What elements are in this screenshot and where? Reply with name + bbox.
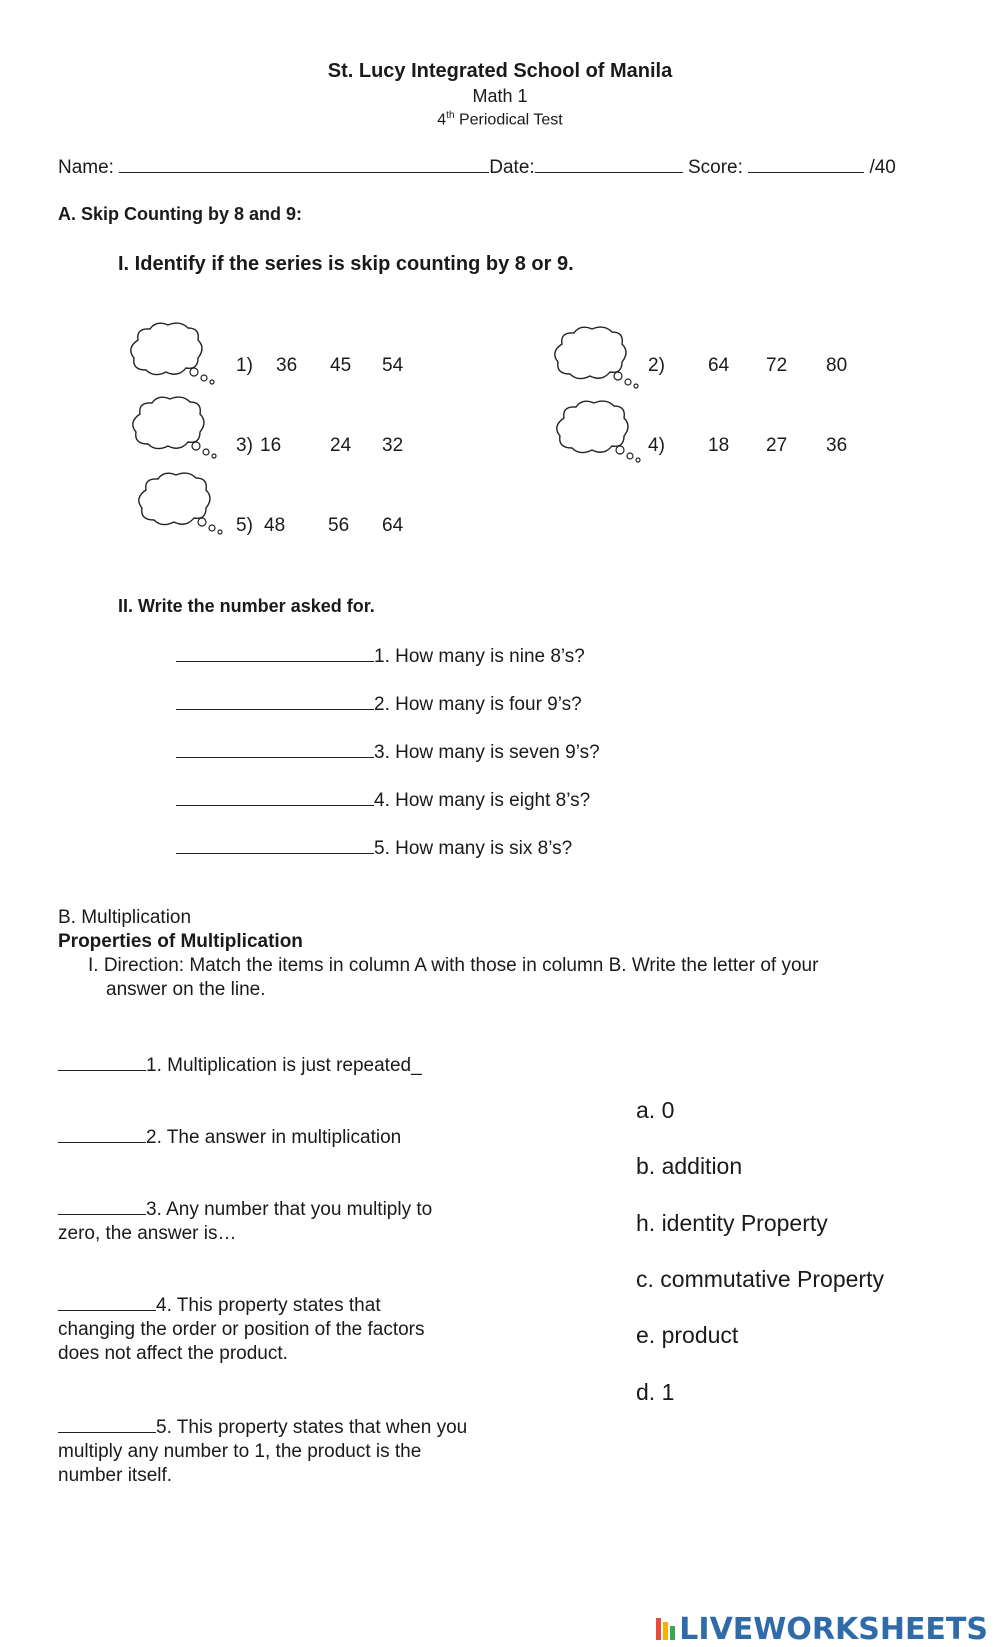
direction-line-2: answer on the line. (106, 979, 266, 1000)
section-b-subtitle: Properties of Multiplication (58, 931, 303, 952)
series-5-label: 5) (236, 515, 253, 536)
series-4-value: 18 (708, 435, 730, 456)
choice-item: d. 1 (636, 1379, 675, 1405)
match-item-text: 3. Any number that you multiply to zero, the answer is… (58, 1199, 433, 1244)
series-4-value: 27 (766, 435, 788, 456)
series-1-value: 36 (276, 355, 298, 376)
question-row (176, 643, 585, 668)
answer-blank[interactable] (176, 691, 374, 710)
answer-blank[interactable] (176, 835, 374, 854)
test-suffix: th (446, 110, 455, 121)
answer-bubble-1[interactable] (126, 320, 222, 388)
series-3-value: 16 (260, 435, 282, 456)
date-label: Date: (489, 157, 535, 178)
question-text: 4. How many is eight 8’s? (374, 790, 591, 811)
match-item-text: 4. This property states that changing the order or position of the factors does not affect the product. (58, 1295, 425, 1364)
test-title (0, 110, 1000, 129)
answer-blank[interactable] (176, 643, 374, 662)
series-4-value: 36 (826, 435, 848, 456)
name-field[interactable] (119, 154, 489, 173)
series-2-value: 72 (766, 355, 788, 376)
question-text: 2. How many is four 9’s? (374, 694, 582, 715)
name-label: Name: (58, 157, 114, 178)
match-item-text: 5. This property states that when you multiply any number to 1, the product is the number itself. (58, 1417, 468, 1486)
question-text: 1. How many is nine 8’s? (374, 646, 585, 667)
answer-bubble-4[interactable] (552, 398, 648, 466)
match-item-text: 1. Multiplication is just repeated_ (146, 1055, 422, 1076)
choice-item: h. identity Property (636, 1210, 828, 1236)
series-3-value: 24 (330, 435, 352, 456)
series-1-label: 1) (236, 355, 253, 376)
series-3-label: 3) (236, 435, 253, 456)
direction-line-1: I. Direction: Match the items in column A with those in column B. Write the letter of your (88, 955, 819, 976)
section-a-title: A. Skip Counting by 8 and 9: (58, 204, 303, 224)
series-2-value: 80 (826, 355, 848, 376)
series-1-value: 45 (330, 355, 352, 376)
match-answer-blank[interactable] (58, 1052, 146, 1071)
date-field[interactable] (535, 154, 683, 173)
series-2-label: 2) (648, 355, 665, 376)
school-name: St. Lucy Integrated School of Manila (327, 60, 673, 82)
series-5-value: 64 (382, 515, 404, 536)
logo-text: LIVEWORKSHEETS (679, 1612, 988, 1647)
liveworksheets-icon (655, 1615, 677, 1641)
question-text: 5. How many is six 8’s? (374, 838, 573, 859)
question-row (176, 835, 572, 860)
match-answer-blank[interactable] (58, 1292, 156, 1311)
question-row (176, 739, 600, 764)
match-item-text: 2. The answer in multiplication (146, 1127, 402, 1148)
match-item (58, 1124, 478, 1150)
answer-blank[interactable] (176, 787, 374, 806)
match-item (58, 1052, 478, 1078)
match-item (58, 1196, 478, 1246)
choice-item: e. product (636, 1322, 739, 1348)
section-b-title: B. Multiplication (58, 907, 192, 928)
score-total: /40 (869, 157, 896, 178)
subject-title: Math 1 (472, 86, 528, 106)
match-item (58, 1414, 478, 1488)
match-item (58, 1292, 428, 1366)
score-label: Score: (687, 157, 743, 178)
test-rest: Periodical Test (454, 111, 563, 129)
answer-bubble-2[interactable] (550, 324, 646, 392)
answer-bubble-5[interactable] (134, 470, 230, 538)
score-field[interactable] (748, 154, 864, 173)
answer-blank[interactable] (176, 739, 374, 758)
liveworksheets-logo (655, 1612, 988, 1647)
series-5-value: 56 (328, 515, 350, 536)
choice-item: b. addition (636, 1153, 743, 1179)
section-a-part2-title: II. Write the number asked for. (118, 596, 375, 616)
question-text: 3. How many is seven 9’s? (374, 742, 600, 763)
test-number: 4 (437, 111, 447, 129)
answer-bubble-3[interactable] (128, 394, 224, 462)
choice-item: c. commutative Property (636, 1266, 884, 1292)
section-a-part1-title: I. Identify if the series is skip counting by 8 or 9. (118, 253, 574, 275)
question-row (176, 691, 582, 716)
choice-item: a. 0 (636, 1097, 675, 1123)
match-answer-blank[interactable] (58, 1414, 156, 1433)
student-info-row (58, 154, 896, 179)
series-4-label: 4) (648, 435, 665, 456)
question-row (176, 787, 590, 812)
series-1-value: 54 (382, 355, 404, 376)
series-5-value: 48 (264, 515, 286, 536)
series-3-value: 32 (382, 435, 404, 456)
series-2-value: 64 (708, 355, 730, 376)
match-answer-blank[interactable] (58, 1124, 146, 1143)
match-answer-blank[interactable] (58, 1196, 146, 1215)
